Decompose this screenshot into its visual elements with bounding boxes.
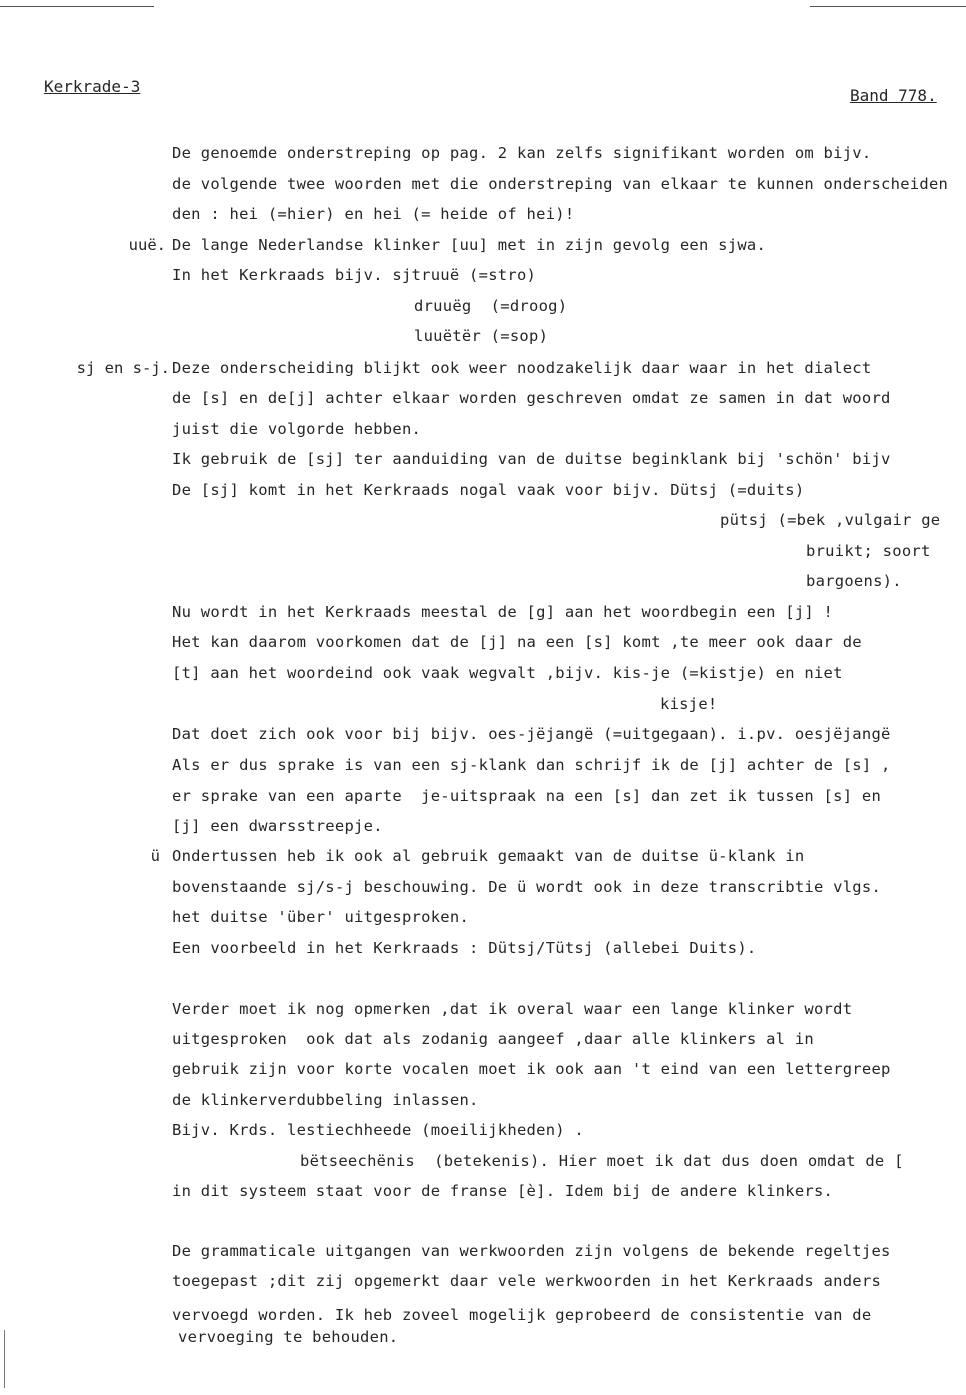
- text-line: er sprake van een aparte je-uitspraak na een [s] dan zet ik tussen [s] en: [172, 787, 882, 805]
- text-line: den : hei (=hier) en hei (= heide of hei)!: [172, 205, 575, 223]
- text-line: het duitse 'über' uitgesproken.: [172, 908, 470, 926]
- text-line: Nu wordt in het Kerkraads meestal de [g] aan het woordbegin een [j] !: [172, 603, 834, 621]
- text-line: Bijv. Krds. lestiechheede (moeilijkheden) .: [172, 1121, 585, 1139]
- text-line: juist die volgorde hebben.: [172, 420, 422, 438]
- text-line: bovenstaande sj/s-j beschouwing. De ü wordt ook in deze transcribtie vlgs.: [172, 878, 882, 896]
- top-rule-left: [0, 6, 154, 7]
- text-line: Deze onderscheiding blijkt ook weer noodzakelijk daar waar in het dialect: [172, 359, 872, 377]
- margin-note-sj: sj en s-j.: [76, 359, 170, 377]
- text-line: bruikt; soort: [806, 542, 931, 560]
- text-line: [t] aan het woordeind ook vaak wegvalt ,bijv. kis-je (=kistje) en niet: [172, 664, 843, 682]
- text-line: de klinkerverdubbeling inlassen.: [172, 1091, 479, 1109]
- text-line: de [s] en de[j] achter elkaar worden geschreven omdat ze samen in dat woord: [172, 389, 891, 407]
- text-line: luuëtër (=sop): [414, 327, 549, 345]
- text-line: bargoens).: [806, 572, 902, 590]
- text-line: vervoeging te behouden.: [178, 1328, 399, 1346]
- text-line: bëtseechënis (betekenis). Hier moet ik dat dus doen omdat de [: [300, 1152, 904, 1170]
- text-line: Dat doet zich ook voor bij bijv. oes-jëjangë (=uitgegaan). i.pv. oesjëjangë: [172, 725, 891, 743]
- text-line: De lange Nederlandse klinker [uu] met in zijn gevolg een sjwa.: [172, 236, 767, 254]
- text-line: in dit systeem staat voor de franse [è]. Idem bij de andere klinkers.: [172, 1182, 834, 1200]
- text-line: Een voorbeeld in het Kerkraads : Dütsj/Tütsj (allebei Duits).: [172, 939, 757, 957]
- margin-note-u: ü: [150, 847, 160, 865]
- text-line: Als er dus sprake is van een sj-klank dan schrijf ik de [j] achter de [s] ,: [172, 756, 891, 774]
- text-line: De genoemde onderstreping op pag. 2 kan zelfs signifikant worden om bijv.: [172, 144, 872, 162]
- text-line: druuëg (=droog): [414, 297, 568, 315]
- margin-note-uue: uuë.: [128, 236, 166, 254]
- text-line: Het kan daarom voorkomen dat de [j] na een [s] komt ,te meer ook daar de: [172, 633, 862, 651]
- header-band: Band 778.: [850, 86, 937, 105]
- text-line: Verder moet ik nog opmerken ,dat ik overal waar een lange klinker wordt: [172, 1000, 853, 1018]
- text-line: De [sj] komt in het Kerkraads nogal vaak voor bijv. Dütsj (=duits): [172, 481, 805, 499]
- top-rule-right: [810, 6, 966, 7]
- left-edge-mark: [4, 1330, 5, 1388]
- text-line: kisje!: [660, 695, 718, 713]
- text-line: uitgesproken ook dat als zodanig aangeef ,daar alle klinkers al in: [172, 1030, 814, 1048]
- text-line: Ondertussen heb ik ook al gebruik gemaakt van de duitse ü-klank in: [172, 847, 805, 865]
- text-line: vervoegd worden. Ik heb zoveel mogelijk geprobeerd de consistentie van de: [172, 1306, 872, 1324]
- text-line: Ik gebruik de [sj] ter aanduiding van de duitse beginklank bij 'schön' bijv: [172, 450, 891, 468]
- text-line: toegepast ;dit zij opgemerkt daar vele werkwoorden in het Kerkraads anders: [172, 1272, 882, 1290]
- text-line: gebruik zijn voor korte vocalen moet ik ook aan 't eind van een lettergreep: [172, 1060, 891, 1078]
- text-line: pütsj (=bek ,vulgair ge: [720, 511, 941, 529]
- header-location: Kerkrade-3: [44, 77, 141, 96]
- text-line: In het Kerkraads bijv. sjtruuë (=stro): [172, 266, 537, 284]
- text-line: [j] een dwarsstreepje.: [172, 817, 383, 835]
- text-line: de volgende twee woorden met die onderstreping van elkaar te kunnen onderscheiden: [172, 175, 949, 193]
- text-line: De grammaticale uitgangen van werkwoorden zijn volgens de bekende regeltjes: [172, 1242, 891, 1260]
